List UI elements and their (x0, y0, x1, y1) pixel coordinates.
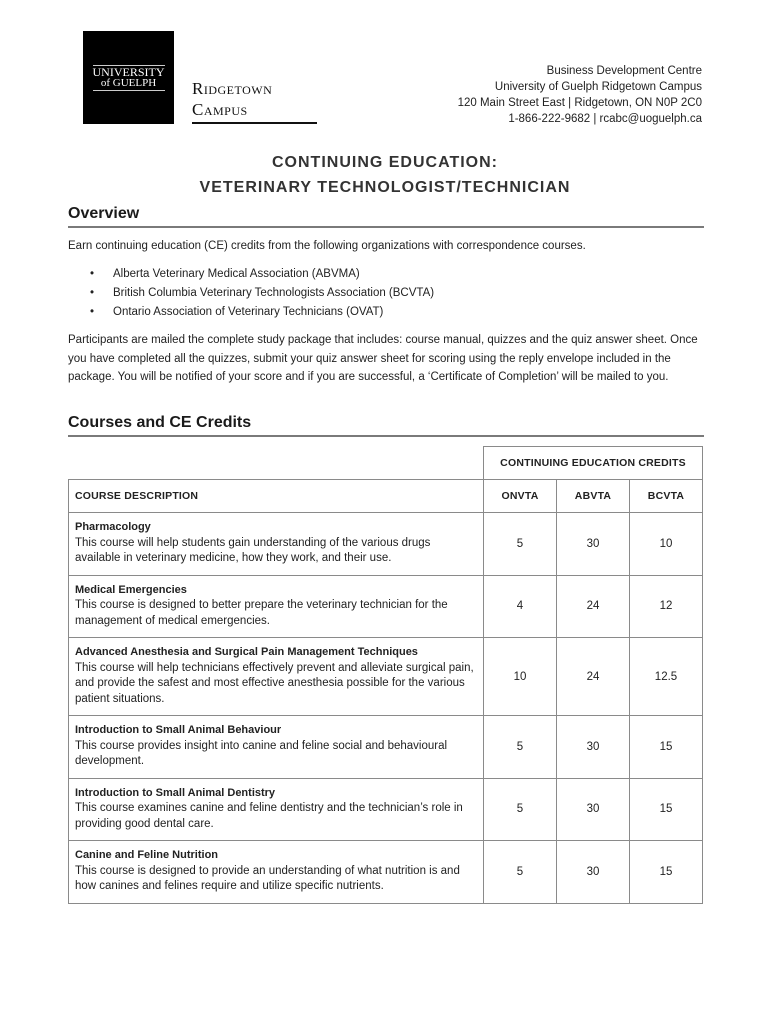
onvta-credits: 5 (484, 513, 557, 576)
column-header-abvta: ABVTA (557, 480, 630, 513)
university-of-guelph-logo (83, 31, 174, 124)
abvta-credits: 30 (557, 778, 630, 841)
list-item: • Ontario Association of Veterinary Technicians (OVAT) (90, 303, 434, 322)
ce-credits-header: CONTINUING EDUCATION CREDITS (484, 447, 703, 480)
course-description: This course will help students gain understanding of the various drugs available in veterinary medicine, how they work, and their use. (75, 536, 431, 564)
onvta-credits: 5 (484, 716, 557, 779)
contact-address-block (458, 63, 702, 127)
bcvta-credits: 15 (630, 778, 703, 841)
address-line: Business Development Centre (546, 65, 702, 77)
onvta-credits: 10 (484, 638, 557, 716)
bcvta-credits: 10 (630, 513, 703, 576)
abvta-credits: 30 (557, 841, 630, 904)
column-header-onvta: ONVTA (484, 480, 557, 513)
table-row (69, 778, 703, 841)
onvta-credits: 5 (484, 778, 557, 841)
document-title: CONTINUING EDUCATION: VETERINARY TECHNOLOGIST/TECHNICIAN (199, 154, 571, 196)
table-row (69, 716, 703, 779)
abvta-credits: 30 (557, 716, 630, 779)
column-header-bcvta: BCVTA (630, 480, 703, 513)
table-row (69, 841, 703, 904)
list-item: • Alberta Veterinary Medical Association (ABVMA) (90, 265, 434, 284)
table-row (69, 638, 703, 716)
course-name: Advanced Anesthesia and Surgical Pain Management Techniques (75, 646, 418, 658)
course-name: Canine and Feline Nutrition (75, 849, 219, 861)
address-line: 120 Main Street East | Ridgetown, ON N0P 2C0 (457, 97, 702, 109)
course-description: This course will help technicians effectively prevent and alleviate surgical pain, and provide the safest and most effective anesthesia possible for the various patient situations. (75, 661, 474, 705)
overview-intro: Earn continuing education (CE) credits from the following organizations with correspondence courses. (68, 240, 586, 252)
logo-text: UNIVERSITY of GUELPH (92, 64, 165, 89)
course-name: Medical Emergencies (75, 583, 187, 596)
abvta-credits: 30 (557, 513, 630, 576)
bcvta-credits: 15 (630, 841, 703, 904)
course-description: This course is designed to better prepare the veterinary technician for the management of medical emergencies. (75, 599, 448, 627)
address-line: University of Guelph Ridgetown Campus (494, 81, 702, 93)
column-header-description: COURSE DESCRIPTION (69, 480, 484, 513)
bcvta-credits: 12 (630, 575, 703, 638)
overview-heading: Overview (68, 205, 704, 228)
overview-details: Participants are mailed the complete study package that includes: course manual, quizzes and the quiz answer sheet. Once you have completed all the quizzes, submit your quiz answer sheet for scoring using the reply envelope included in the package. You will be notified of your score and if you are successful, a ‘Certificate of Completion’ will be mailed to you. (68, 334, 698, 383)
abvta-credits: 24 (557, 638, 630, 716)
table-group-header-row (69, 447, 703, 480)
courses-heading: Courses and CE Credits (68, 414, 704, 437)
table-row (69, 575, 703, 638)
course-name: Pharmacology (75, 521, 151, 533)
course-description: This course provides insight into canine and feline social and behavioural development. (75, 739, 448, 767)
abvta-credits: 24 (557, 575, 630, 638)
course-name: Introduction to Small Animal Behaviour (75, 724, 282, 736)
table-row (69, 513, 703, 576)
table-header-row (69, 480, 703, 513)
course-description: This course is designed to provide an understanding of what nutrition is and how canines and felines require and utilize specific nutrients. (75, 864, 460, 892)
course-name: Introduction to Small Animal Dentistry (75, 786, 276, 799)
course-description: This course examines canine and feline dentistry and the technician’s role in providing good dental care. (75, 802, 463, 830)
bcvta-credits: 12.5 (630, 638, 703, 716)
onvta-credits: 5 (484, 841, 557, 904)
ridgetown-campus-wordmark: Ridgetown Campus (192, 78, 317, 124)
list-item: • British Columbia Veterinary Technologists Association (BCVTA) (90, 284, 434, 303)
onvta-credits: 4 (484, 575, 557, 638)
organization-list (90, 265, 434, 322)
bcvta-credits: 15 (630, 716, 703, 779)
courses-credits-table (68, 446, 703, 904)
contact-line: 1-866-222-9682 | rcabc@uoguelph.ca (508, 113, 702, 125)
